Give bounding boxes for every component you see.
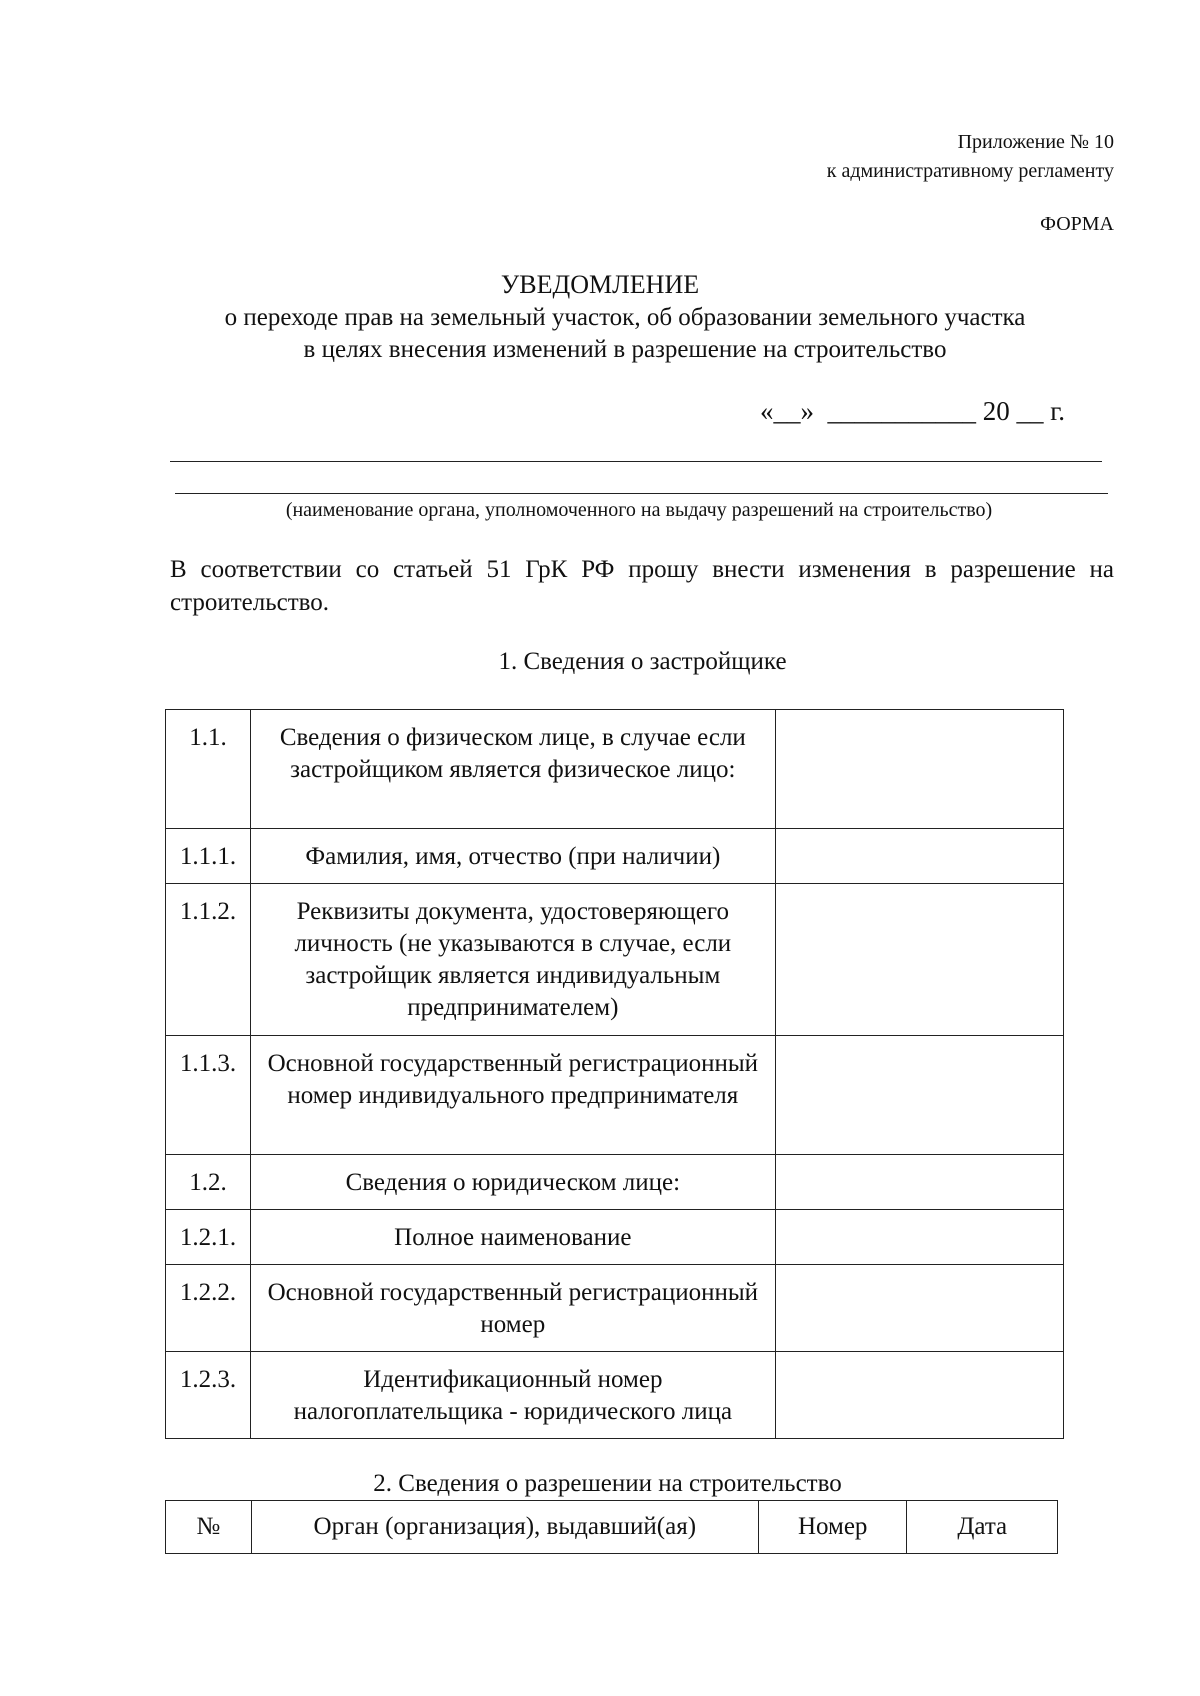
table-row [166,829,1064,884]
row-number: 1.2.3. [166,1352,251,1439]
row-value-cell[interactable] [775,710,1063,829]
row-label: Основной государственный регистрационный номер [250,1265,775,1352]
column-header-authority: Орган (организация), выдавший(ая) [251,1501,758,1554]
row-number: 1.1.2. [166,884,251,1036]
form-label: ФОРМА [1040,213,1114,235]
row-number: 1.2. [166,1155,251,1210]
row-label: Полное наименование [250,1210,775,1265]
appendix-reference [827,128,1114,186]
row-value-cell[interactable] [775,1352,1063,1439]
row-number: 1.1. [166,710,251,829]
section-2-title: 2. Сведения о разрешении на строительство [373,1470,842,1497]
document-subtitle [150,302,1100,366]
table-header-row [166,1501,1058,1554]
row-value-cell[interactable] [775,1036,1063,1155]
row-value-cell[interactable] [775,1265,1063,1352]
column-header-date: Дата [907,1501,1058,1554]
row-label: Основной государственный регистрационный номер индивидуального предпринимателя [250,1036,775,1155]
appendix-number: Приложение № 10 [957,131,1114,153]
subtitle-line-2: в целях внесения изменений в разрешение на строительство [303,336,947,363]
permit-info-table [165,1500,1058,1554]
row-label: Сведения о юридическом лице: [250,1155,775,1210]
table-row [166,710,1064,829]
row-value-cell[interactable] [775,1210,1063,1265]
row-number: 1.2.2. [166,1265,251,1352]
document-title: УВЕДОМЛЕНИЕ [500,270,700,299]
row-label: Фамилия, имя, отчество (при наличии) [250,829,775,884]
date-field[interactable]: «__» ___________ 20 __ г. [760,396,1066,426]
row-number: 1.1.3. [166,1036,251,1155]
table-row [166,1210,1064,1265]
section-1-title: 1. Сведения о застройщике [498,648,787,675]
table-row [166,1036,1064,1155]
row-number: 1.1.1. [166,829,251,884]
request-paragraph: В соответствии со статьей 51 ГрК РФ прошу внести изменения в разрешение на строительство. [170,556,1114,616]
applicant-info-table [165,709,1064,1439]
table-row [166,884,1064,1036]
row-label: Реквизиты документа, удостоверяющего личность (не указываются в случае, если застройщик является индивидуальным предпринимателем) [250,884,775,1036]
authority-line-2[interactable] [175,493,1108,494]
table-row [166,1265,1064,1352]
table-row [166,1352,1064,1439]
row-number: 1.2.1. [166,1210,251,1265]
table-row [166,1155,1064,1210]
row-value-cell[interactable] [775,1155,1063,1210]
authority-line-1[interactable] [170,461,1102,462]
column-header-permit-number: Номер [758,1501,907,1554]
row-label: Сведения о физическом лице, в случае если застройщиком является физическое лицо: [250,710,775,829]
row-value-cell[interactable] [775,829,1063,884]
row-label: Идентификационный номер налогоплательщика - юридического лица [250,1352,775,1439]
row-value-cell[interactable] [775,884,1063,1036]
subtitle-line-1: о переходе прав на земельный участок, об образовании земельного участка [224,304,1026,331]
authority-caption: (наименование органа, уполномоченного на выдачу разрешений на строительство) [285,499,993,521]
appendix-subtitle: к административному регламенту [826,160,1114,182]
column-header-number: № [166,1501,252,1554]
